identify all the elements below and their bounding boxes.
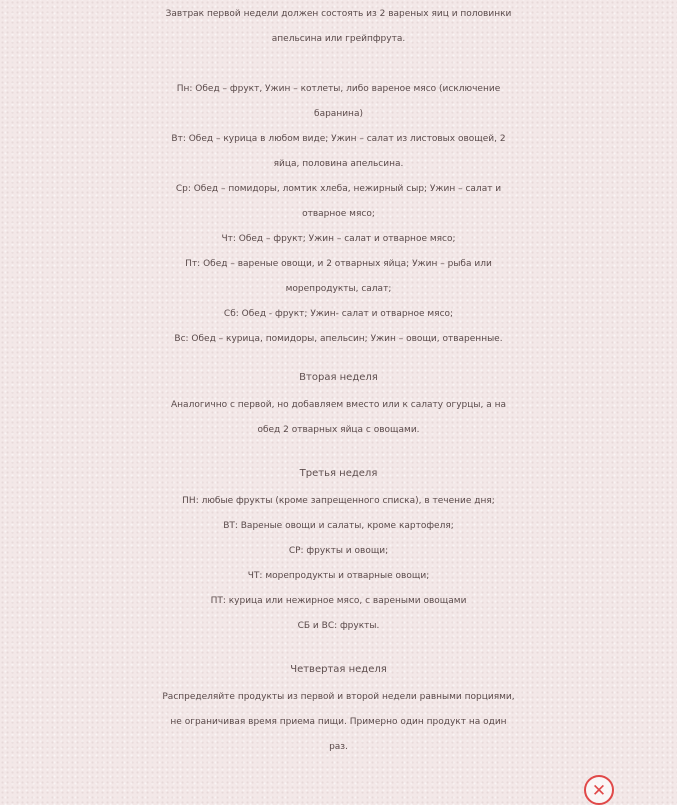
week2-line: Аналогично с первой, но добавляем вместо или к салату огурцы, а на xyxy=(171,400,506,410)
week3-line: ПН: любые фрукты (кроме запрещенного списка), в течение дня; xyxy=(182,496,495,506)
week2-heading: Вторая неделя xyxy=(299,372,378,383)
week3-line: ВТ: Вареные овощи и салаты, кроме картофеля; xyxy=(223,521,454,531)
spacer xyxy=(0,52,677,77)
week1-line: Ср: Обед – помидоры, ломтик хлеба, нежирный сыр; Ужин – салат и xyxy=(175,184,502,194)
week1-menu xyxy=(0,77,677,352)
week1-line: яйца, половина апельсина. xyxy=(273,159,404,169)
week1-line: баранина) xyxy=(314,109,363,119)
week4-menu xyxy=(0,685,677,760)
intro-line: апельсина или грейпфрута. xyxy=(271,34,406,44)
week1-line: морепродукты, салат; xyxy=(285,284,392,294)
week1-line: отварное мясо; xyxy=(302,209,375,219)
week4-line: не ограничивая время приема пищи. Примерно один продукт на один xyxy=(170,717,507,727)
week3-line: ЧТ: морепродукты и отварные овощи; xyxy=(247,571,430,581)
week1-line: Пт: Обед – вареные овощи, и 2 отварных яйца; Ужин – рыба или xyxy=(185,259,492,269)
week4-line: Распределяйте продукты из первой и второй недели равными порциями, xyxy=(162,692,515,702)
week1-line: Вс: Обед – курица, помидоры, апельсин; Ужин – овощи, отваренные. xyxy=(174,334,503,344)
week3-menu xyxy=(0,489,677,639)
week1-line: Пн: Обед – фрукт, Ужин – котлеты, либо вареное мясо (исключение xyxy=(176,84,501,94)
intro-line: Завтрак первой недели должен состоять из 2 вареных яиц и половинки xyxy=(165,9,512,19)
week1-line: Сб: Обед - фрукт; Ужин- салат и отварное мясо; xyxy=(223,309,454,319)
week3-heading: Третья неделя xyxy=(299,468,378,479)
week4-heading: Четвертая неделя xyxy=(290,664,387,675)
week4-line: раз. xyxy=(329,742,348,752)
breakfast-intro xyxy=(0,0,677,52)
week1-line: Вт: Обед – курица в любом виде; Ужин – салат из листовых овощей, 2 xyxy=(171,134,506,144)
week2-line: обед 2 отварных яйца с овощами. xyxy=(257,425,420,435)
week2-menu xyxy=(0,393,677,443)
week3-line: СР: фрукты и овощи; xyxy=(288,546,389,556)
week3-line: СБ и ВС: фрукты. xyxy=(297,621,380,631)
close-icon: ✕ xyxy=(591,781,607,801)
week1-line: Чт: Обед – фрукт; Ужин – салат и отварное мясо; xyxy=(221,234,456,244)
close-button[interactable] xyxy=(584,775,614,805)
week3-line: ПТ: курица или нежирное мясо, с вареными овощами xyxy=(210,596,467,606)
